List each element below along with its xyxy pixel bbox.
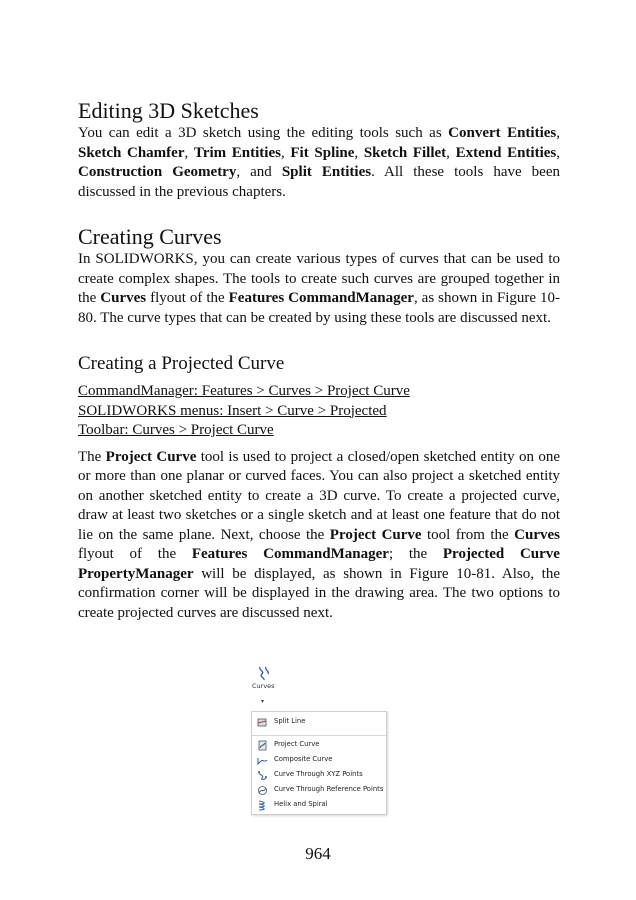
section-heading-creating-curves: Creating Curves <box>78 224 222 249</box>
menu-item-label: Curve Through XYZ Points <box>274 770 363 778</box>
bold-term: Projected Curve PropertyManager <box>78 546 560 582</box>
project-curve-icon <box>257 740 268 751</box>
curves-button-label: Curves <box>252 682 275 690</box>
curves-flyout-menu <box>251 711 387 815</box>
text-run: The <box>78 448 106 465</box>
text-run: , <box>556 125 561 141</box>
bold-term: Split Entities <box>281 164 372 180</box>
text-run: , <box>280 144 291 161</box>
bold-term: Project Curve <box>329 526 422 543</box>
bold-term: Project Curve <box>105 448 197 465</box>
menu-item-label: Split Line <box>274 717 306 725</box>
curve-reference-points-icon <box>257 785 268 796</box>
menu-item-composite-curve <box>252 753 386 768</box>
menu-path-list <box>78 382 560 441</box>
text-run: . All these tools have been discussed in the previous chapters. <box>78 164 560 200</box>
text-run: , <box>446 144 456 161</box>
text-run: will be displayed, as shown in Figure 10-81. Also, the confirmation corner will be displayed in the drawing area. The two options to create projected curves are discussed next. <box>78 565 560 621</box>
text-run: tool from the <box>421 526 515 543</box>
text-run: flyout of the <box>78 546 192 562</box>
text-run: You can edit a 3D sketch using the editing tools such as <box>78 125 449 141</box>
curves-flyout-figure <box>250 661 386 814</box>
menu-item-split-line <box>252 715 386 730</box>
menu-item-curve-through-xyz-points <box>252 768 386 783</box>
bold-term: Fit Spline <box>290 144 355 161</box>
page-content <box>78 98 560 623</box>
menu-item-label: Project Curve <box>274 740 320 748</box>
bold-term: Sketch Fillet <box>363 144 447 161</box>
section-heading-projected-curve: Creating a Projected Curve <box>78 353 285 374</box>
text-run: , and <box>236 164 282 180</box>
split-line-icon <box>257 717 268 728</box>
bold-term: Curves <box>100 290 147 306</box>
bold-term: Features CommandManager <box>228 290 414 306</box>
bold-term: Construction Geometry <box>78 164 237 180</box>
text-run: , <box>184 144 194 161</box>
menu-item-project-curve <box>252 738 386 753</box>
bold-term: Extend Entities <box>455 144 557 161</box>
menu-item-label: Composite Curve <box>274 755 333 763</box>
curve-xyz-points-icon <box>257 770 268 781</box>
bold-term: Convert Entities <box>448 125 557 141</box>
bold-term: Features CommandManager <box>191 546 389 562</box>
menu-path-solidworks-menus: SOLIDWORKS menus: Insert > Curve > Projected <box>78 402 387 419</box>
text-run: , <box>354 144 364 161</box>
composite-curve-icon <box>257 755 268 766</box>
text-run: tool is used to project a closed/open sketched entity on one or more than one planar or curved faces. You can also project a sketched entity on another sketched entity to create a 3D curve. To create a projected curve, draw at least two sketches or a single sketch and at least one feature that do not lie on the same plane. Next, choose the <box>78 448 560 543</box>
menu-divider <box>252 735 386 736</box>
paragraph-creating-curves <box>78 250 560 328</box>
bold-term: Curves <box>514 526 560 543</box>
curves-icon <box>256 665 272 681</box>
menu-item-label: Curve Through Reference Points <box>274 785 384 793</box>
text-run: ; the <box>388 546 443 562</box>
menu-item-helix-and-spiral <box>252 798 386 813</box>
text-run: In SOLIDWORKS, you can create various types of curves that can be used to create complex shapes. The tools to create such curves are grouped together in the <box>78 251 560 306</box>
text-run: , <box>556 144 561 161</box>
menu-path-commandmanager: CommandManager: Features > Curves > Project Curve <box>78 383 410 399</box>
page-number: 964 <box>305 844 331 863</box>
bold-term: Trim Entities <box>193 144 281 161</box>
paragraph-projected-curve <box>78 448 560 624</box>
menu-item-curve-through-reference-points <box>252 783 386 798</box>
helix-spiral-icon <box>257 800 268 811</box>
section-heading-editing-3d-sketches: Editing 3D Sketches <box>78 98 259 123</box>
bold-term: Sketch Chamfer <box>78 144 185 161</box>
menu-item-label: Helix and Spiral <box>274 800 328 808</box>
curves-flyout-button <box>250 661 280 713</box>
text-run: flyout of the <box>146 290 229 306</box>
chevron-down-icon: ▾ <box>261 698 265 705</box>
paragraph-editing-3d-sketches <box>78 124 560 202</box>
menu-path-toolbar: Toolbar: Curves > Project Curve <box>78 422 274 438</box>
text-run: , as shown in Figure 10-80. The curve types that can be created by using these tools are discussed next. <box>78 290 560 326</box>
